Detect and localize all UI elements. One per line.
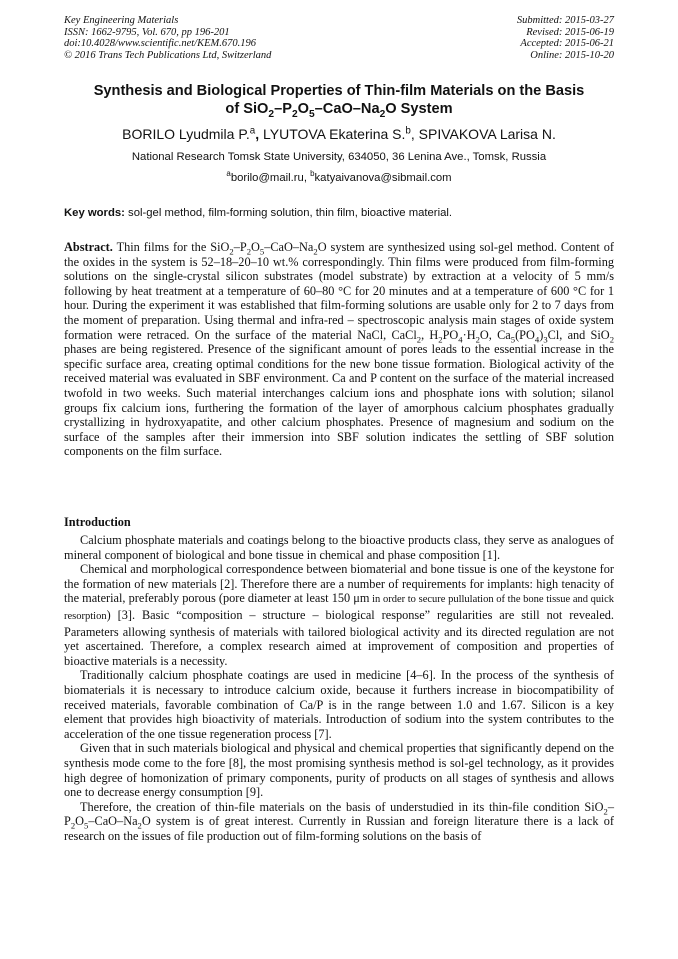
- date-revised: Revised: 2015-06-19: [526, 26, 614, 38]
- author-1: BORILO Lyudmila P.: [122, 126, 250, 142]
- author-3: SPIVAKOVA Larisa N.: [418, 126, 556, 142]
- author-2: LYUTOVA Ekaterina S.: [263, 126, 406, 142]
- title-line-1: Synthesis and Biological Properties of Thin-film Materials on the Basis: [93, 83, 585, 99]
- journal-info: [64, 15, 271, 61]
- paragraph-5: Therefore, the creation of thin-file materials on the basis of understudied in its thin-file condition $SiO_2-P_2O_5-CaO-Na_2O$ system is of great interest. Currently in Russian and foreign literature there is a lack of research on the issues of file production out of film-forming solutions on the basis of: [64, 799, 614, 843]
- journal-name: Key Engineering Materials: [64, 15, 179, 26]
- journal-doi: doi:10.4028/www.scientific.net/KEM.670.196: [64, 38, 256, 50]
- author-emails: $^a$borilo@mail.ru, $^b$katyaivanova@sibmail.com: [226, 169, 452, 184]
- keywords-label: Key words:: [64, 207, 125, 219]
- abstract-label: Abstract.: [64, 240, 113, 254]
- paper-title: [50, 82, 628, 118]
- journal-copyright: © 2016 Trans Tech Publications Ltd, Switzerland: [64, 49, 272, 61]
- keywords: [64, 206, 614, 220]
- paragraph-4: Given that in such materials biological and physical and chemical properties that significantly depend on the synthesis mode come to the fore [8], the most promising synthesis method is sol-gel technology, as it provides high degree of homonization of primary components, purity of products on all stages of synthesis and allows one to decrease energy consumption [9].: [64, 741, 614, 800]
- date-accepted: Accepted: 2015-06-21: [520, 38, 614, 50]
- submission-dates: [517, 15, 614, 61]
- affiliation: National Research Tomsk State University, 634050, 36 Lenina Ave., Tomsk, Russia: [131, 151, 547, 163]
- date-online: Online: 2015-10-20: [530, 49, 614, 61]
- keywords-text: sol-gel method, film-forming solution, thin film, bioactive material.: [124, 207, 453, 219]
- date-submitted: Submitted: 2015-03-27: [516, 15, 614, 26]
- paragraph-3: Traditionally calcium phosphate coatings are used in medicine [4–6]. In the process of the synthesis of biomaterials it is necessary to introduce calcium oxide, because it furthers increase in biocompatibility of received materials, favorable combination of Ca/P is in the range between 1.0 and 1.67. Silicon is a key element that provides high bioactivity of materials. Introduction of sodium into the system contributes to the acceleration of the one tissue regeneration process [7].: [64, 668, 614, 741]
- paragraph-2: Chemical and morphological correspondence between biomaterial and bone tissue is one of the keystone for the formation of new materials [2]. Therefore there are a number of requirements for implants: high tenacity of the material, preferably porous (pore diameter at least 150 μm in order to secure pullulation of the bone tissue and quick resorption) [3]. Basic “composition – structure – biological response” regularities are still not revealed. Parameters allowing synthesis of materials with tailored biological activity and its directed regulation are not yet ascertained. Therefore, a complex research aimed at improvement of composition and properties of bioactive materials is a necessity.: [64, 562, 614, 668]
- paragraph-1: Calcium phosphate materials and coatings belong to the bioactive products class, they serve as analogues of mineral component of biological and bone tissue in chemical and phase composition [1].: [64, 533, 614, 562]
- author-list: BORILO Lyudmila P.$^a$, LYUTOVA Ekaterina S.$^b$, SPIVAKOVA Larisa N.: [122, 125, 556, 142]
- journal-issn: ISSN: 1662-9795, Vol. 670, pp 196-201: [64, 26, 230, 38]
- section-heading-introduction: Introduction: [64, 515, 131, 529]
- email-link-2: katyaivanova@sibmail.com: [314, 172, 452, 184]
- introduction-body: [64, 533, 614, 843]
- title-line-2: of $SiO_2-P_2O_5-CaO-Na_2O$ System: [225, 101, 453, 120]
- email-link-1: borilo@mail.ru,: [230, 172, 311, 184]
- abstract: Abstract. Thin films for the $SiO_2-P_2O_5-CaO-Na_2O$ system are synthesized using sol-gel method. Content of the oxides in the system is 52–18–20–10 wt.% correspondingly. Thin films were produced from film-forming solutions on the single-crystal silicon substrates (model substrate) by extraction at a velocity of 5 mm/s following by heat treatment at a temperature of 60–80 °C for 20 minutes and at a temperature of 600 °C for 1 hour. During the experiment it was established that film-forming solutions are usable only for 2 to 7 days from the moment of preparation. Using thermal and infra-red – spectroscopic analysis main stages of oxide system formation were retraced. On the surface of the material NaCl, CaCl$_2$, $H_2PO_4\cdot H_2O$, $Ca_5(PO_4)_3Cl$, and SiO$_2$ phases are being registered. Presence of the significant amount of pores leads to the essential increase in the specific surface area, creating optimal conditions for the new bone tissue formation. Biological activity of the received material was evaluated in SBF environment. Ca and P content on the surface of the material increased twofold in two weeks. Such material interchanges calcium ions and phosphate ions with solution; silanol groups fix calcium ions, furthering the formation of the layer of amorphous calcium phosphates gradually crystallizing in hydroxyapatite, and other calcium phosphates. Presence of magnesium and sodium on the surface of the samples after their immersion into SBF solution indicates the settling of SBF solution components on the film surface.: [64, 240, 614, 459]
